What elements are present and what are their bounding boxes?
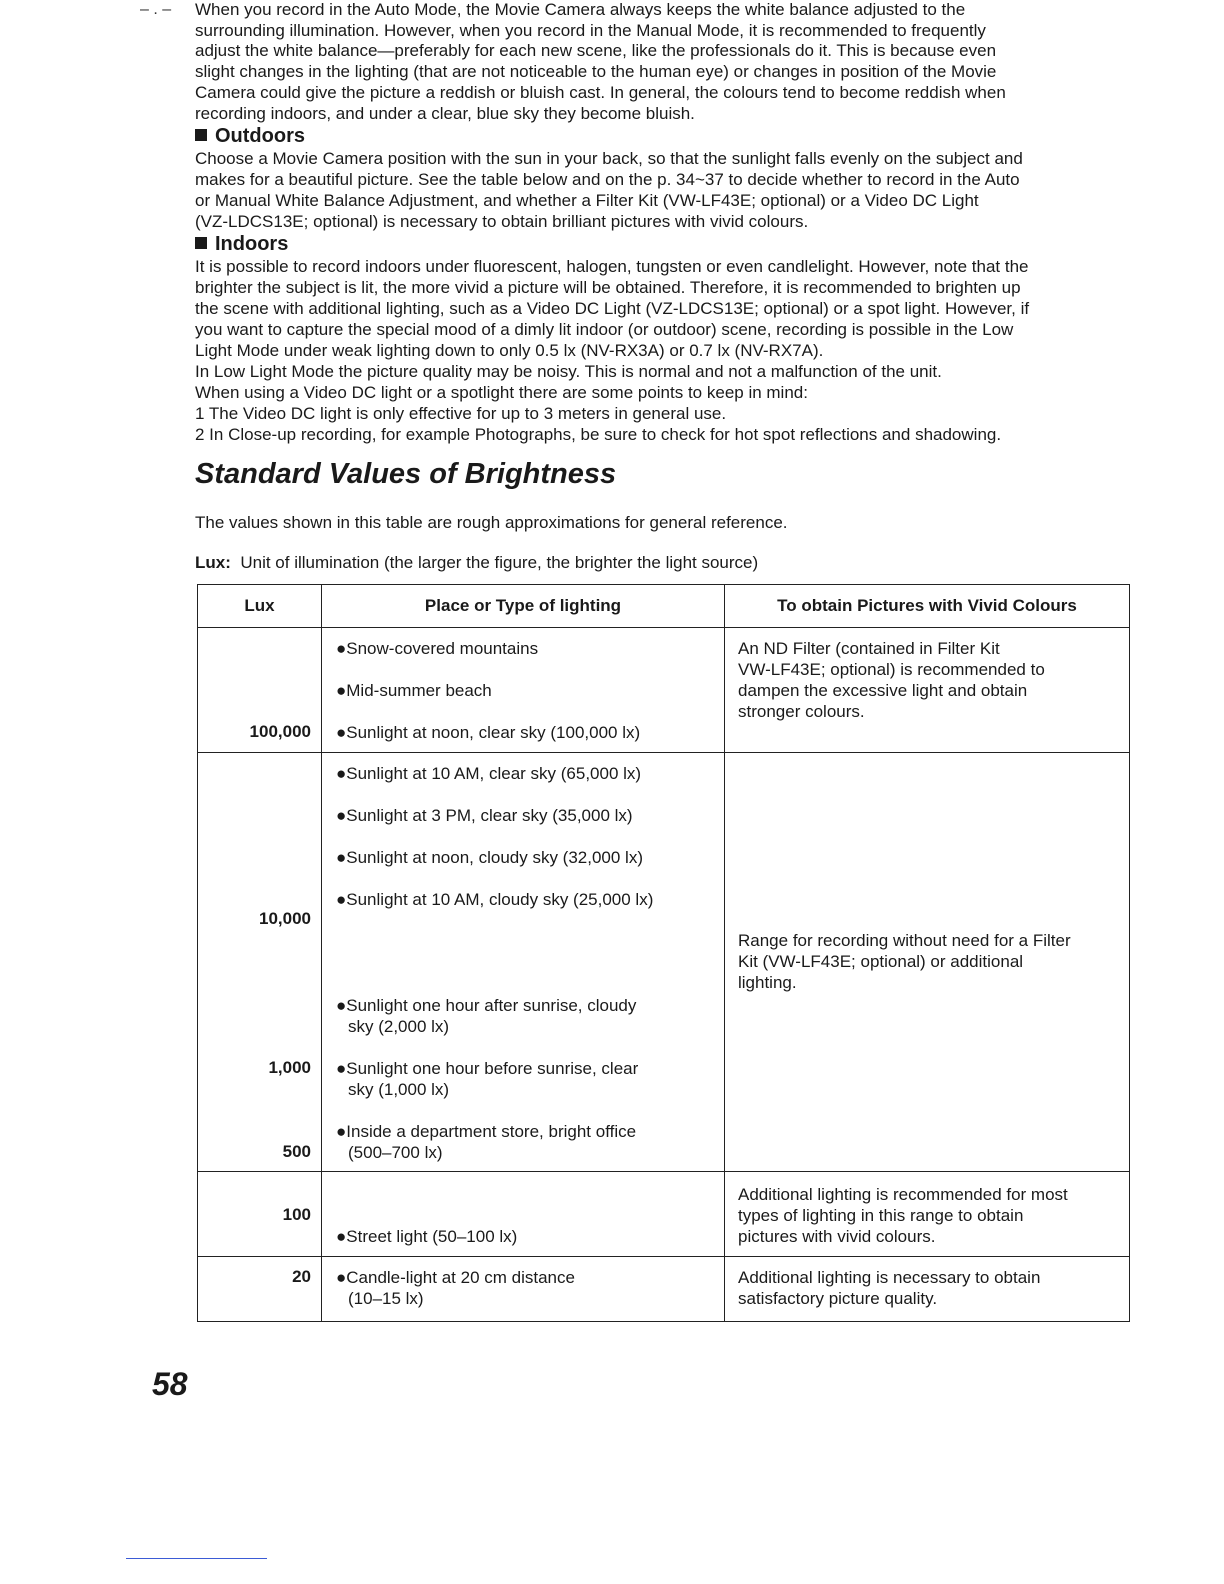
outdoors-line: makes for a beautiful picture. See the table below and on the p. 34~37 to decide whether to record in the Auto	[195, 170, 1020, 190]
intro-line: Camera could give the picture a reddish or bluish cast. In general, the colours tend to become reddish when	[195, 82, 1006, 102]
outdoors-line: Choose a Movie Camera position with the sun in your back, so that the sunlight falls evenly on the subject and	[195, 149, 1023, 169]
outdoors-paragraph	[195, 148, 1130, 232]
table-header-row	[198, 585, 1130, 628]
lux-definition	[195, 552, 1130, 573]
lux-value: 20	[292, 1267, 311, 1286]
lighting-item: ●Inside a department store, bright office	[336, 1122, 637, 1141]
indoors-line: When using a Video DC light or a spotlight there are some points to keep in mind:	[195, 383, 808, 403]
intro-line: slight changes in the lighting (that are not noticeable to the human eye) or changes in position of the Movie	[195, 62, 997, 82]
footer-rule	[126, 1558, 267, 1559]
indoors-line: brighter the subject is lit, the more vivid a picture will be obtained. Therefore, it is recommended to brighten up	[195, 278, 1021, 298]
advice-line: An ND Filter (contained in Filter Kit	[738, 639, 1000, 658]
indoors-heading: Indoors	[195, 232, 1130, 256]
indoors-line: the scene with additional lighting, such as a Video DC Light (VZ-LDCS13E; optional) or a spot light. However, if	[195, 299, 1030, 319]
lighting-item: ●Candle-light at 20 cm distance	[336, 1268, 575, 1287]
indoors-line: 2 In Close-up recording, for example Photographs, be sure to check for hot spot reflections and shadowing.	[195, 425, 1002, 445]
lighting-item: ●Sunlight at noon, cloudy sky (32,000 lx)	[336, 848, 643, 867]
table-note: The values shown in this table are rough approximations for general reference.	[195, 513, 788, 533]
outdoors-heading: Outdoors	[195, 124, 1130, 148]
lighting-item: (10–15 lx)	[348, 1289, 424, 1308]
square-bullet-icon	[195, 237, 207, 249]
lux-value: 10,000	[259, 909, 311, 928]
header-advice: To obtain Pictures with Vivid Colours	[725, 585, 1130, 628]
margin-dash: – . –	[140, 1, 172, 18]
lighting-item: ●Sunlight one hour before sunrise, clear	[336, 1059, 639, 1078]
lighting-item: sky (2,000 lx)	[348, 1017, 450, 1036]
header-place: Place or Type of lighting	[322, 585, 725, 628]
lighting-item: sky (1,000 lx)	[348, 1080, 450, 1099]
lux-value: 100,000	[249, 722, 311, 741]
advice-line: satisfactory picture quality.	[738, 1289, 938, 1308]
table-row	[198, 628, 1130, 753]
page-content	[195, 0, 1130, 573]
lux-label: Lux:	[195, 553, 231, 573]
brightness-table	[197, 584, 1130, 1322]
indoors-line: 1 The Video DC light is only effective for up to 3 meters in general use.	[195, 404, 727, 424]
lux-value: 1,000	[268, 1058, 311, 1077]
lighting-item: ●Sunlight at 10 AM, cloudy sky (25,000 lx)	[336, 890, 654, 909]
advice-line: pictures with vivid colours.	[738, 1227, 936, 1246]
advice-line: Kit (VW-LF43E; optional) or additional	[738, 952, 1024, 971]
advice-line: VW-LF43E; optional) is recommended to	[738, 660, 1045, 679]
advice-line: lighting.	[738, 973, 797, 992]
lighting-item: ●Sunlight at 3 PM, clear sky (35,000 lx)	[336, 806, 633, 825]
indoors-line: It is possible to record indoors under fluorescent, halogen, tungsten or even candlelight. However, note that the	[195, 257, 1029, 277]
intro-line: adjust the white balance—preferably for each new scene, like the professionals do it. This is because even	[195, 41, 997, 61]
indoors-line: you want to capture the special mood of a dimly lit indoor (or outdoor) scene, recording is possible in the Low	[195, 320, 1014, 340]
advice-line: Additional lighting is necessary to obtain	[738, 1268, 1041, 1287]
lighting-item: ●Sunlight at noon, clear sky (100,000 lx)	[336, 723, 641, 742]
page-number: 58	[152, 1366, 188, 1402]
lighting-item: ●Snow-covered mountains	[336, 639, 539, 658]
advice-line: Range for recording without need for a Filter	[738, 931, 1071, 950]
lux-value: 100	[282, 1205, 311, 1224]
intro-line: When you record in the Auto Mode, the Movie Camera always keeps the white balance adjusted to the	[195, 0, 966, 19]
advice-line: Additional lighting is recommended for most	[738, 1185, 1068, 1204]
indoors-paragraph	[195, 256, 1130, 445]
table-row	[198, 1257, 1130, 1322]
outdoors-line: (VZ-LDCS13E; optional) is necessary to obtain brilliant pictures with vivid colours.	[195, 212, 809, 232]
advice-line: stronger colours.	[738, 702, 865, 721]
lighting-item: (500–700 lx)	[348, 1143, 443, 1162]
lighting-item: ●Mid-summer beach	[336, 681, 492, 700]
intro-paragraph	[195, 0, 1130, 124]
advice-line: types of lighting in this range to obtain	[738, 1206, 1024, 1225]
lighting-item: ●Street light (50–100 lx)	[336, 1227, 518, 1246]
table-row	[198, 1172, 1130, 1257]
square-bullet-icon	[195, 129, 207, 141]
lighting-item: ●Sunlight one hour after sunrise, cloudy	[336, 996, 637, 1015]
indoors-line: In Low Light Mode the picture quality may be noisy. This is normal and not a malfunction of the unit.	[195, 362, 942, 382]
outdoors-line: or Manual White Balance Adjustment, and whether a Filter Kit (VW-LF43E; optional) or a Video DC Light	[195, 191, 979, 211]
header-lux: Lux	[198, 585, 322, 628]
advice-line: dampen the excessive light and obtain	[738, 681, 1028, 700]
lux-value: 500	[282, 1142, 311, 1161]
lux-text: Unit of illumination (the larger the figure, the brighter the light source)	[240, 553, 759, 573]
indoors-line: Light Mode under weak lighting down to only 0.5 lx (NV-RX3A) or 0.7 lx (NV-RX7A).	[195, 341, 824, 361]
table-row	[198, 753, 1130, 1172]
intro-line: recording indoors, and under a clear, blue sky they become bluish.	[195, 103, 695, 123]
lighting-item: ●Sunlight at 10 AM, clear sky (65,000 lx)	[336, 764, 642, 783]
section-title: Standard Values of Brightness	[195, 458, 617, 491]
intro-line: surrounding illumination. However, when you record in the Manual Mode, it is recommended to frequently	[195, 20, 986, 40]
